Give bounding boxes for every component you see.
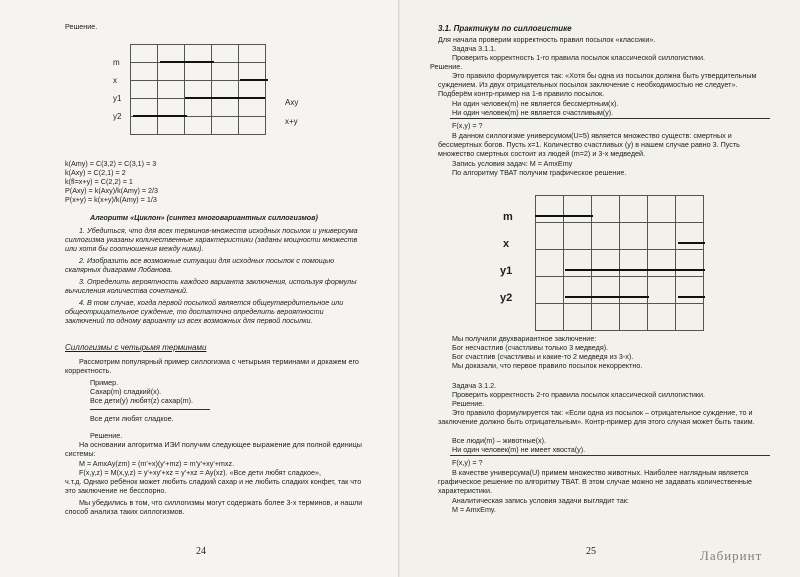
solution-label: Решение. (430, 62, 463, 71)
grid-row-label: y1 (500, 265, 513, 277)
watermark: Лабиринт (700, 548, 763, 563)
premise-divider (450, 118, 770, 119)
premise: Ни один человек(m) не имеет хвоста(y). (452, 445, 586, 454)
task-label: Задача 3.1.1. (452, 44, 497, 53)
result-line: Бог несчастлив (счастливы только 3 медведя). (452, 343, 609, 352)
record-text: Запись условия задач: M = AmxEmy (452, 159, 573, 168)
fxyz-line: F(x,y,z) = M(x,y,z) = y'+xy'+xz = y'+xz = Ay(xz). «Все дети любят сладкое», (79, 468, 322, 477)
premise: Все люди(m) – животные(x). (452, 436, 546, 445)
universe-text: В данном силлогизме универсумом(U=5) является множество существ: смертных и бессмертных богов. Пусть x=1. Количество счастливых (y) в нашем случае равно 3. Пусть множество смертных состоит из людей (m=2) и 3-х медведей. (438, 131, 740, 158)
section-intro: Рассмотрим популярный пример силлогизма с четырьмя терминами и докажем его корректность. (65, 357, 359, 375)
rule2-text: Это правило формулируется так: «Если одна из посылок – отрицательное суждение, то и заключение должно быть отрицательным». Контр-пример для этого случая может быть таким. (438, 408, 755, 426)
grid-row-label: m (503, 211, 513, 223)
grid-row-label: y2 (113, 112, 122, 121)
grid-row-label: m (113, 58, 120, 67)
example-line: Сахар(m) сладкий(x). (90, 387, 162, 396)
conclusion-line: Все дети любят сладкое. (90, 414, 174, 423)
premise: Ни один человек(m) не является счастливым(y). (452, 108, 614, 117)
analytic-text: Аналитическая запись условия задачи выглядит так: (452, 496, 629, 505)
result-line: Мы доказали, что первое правило посылок некорректно. (452, 361, 643, 370)
conclusion-divider (90, 409, 210, 410)
m-expression: M = AmxAy(zm) = (m'+x)(y'+mz) = m'y'+xy'+mxz. (79, 459, 235, 468)
grid-right-label: Axy (285, 98, 299, 107)
right-page (400, 0, 800, 577)
example-label: Пример. (90, 378, 119, 387)
solution2-text: На основании алгоритма ИЭИ получим следующее выражение для полной единицы системы: (65, 440, 362, 458)
universe2-text: В качестве универсума(U) примем множество животных. Наиболее наглядным является графическое решение по алгоритму ТВАТ. В этом случае можно не задавать количественные характеристики. (438, 468, 753, 495)
formula: P(x+y) = k(x+y)/k(Amy) = 1/3 (65, 195, 157, 204)
set-bar-y2 (133, 115, 187, 117)
algo-title: Алгоритм «Циклон» (синтез многовариантных силлогизмов) (90, 213, 318, 222)
grid-row-label: y2 (500, 292, 513, 304)
result-intro: Мы получили двухвариантное заключение: (452, 334, 597, 343)
grid-right-label: x+y (285, 117, 298, 126)
set-bar-y2b (678, 296, 705, 298)
set-bar-x (240, 79, 268, 81)
solution-label: Решение. (452, 399, 485, 408)
rule-text: Это правило формулируется так: «Хотя бы одна из посылок должна быть утвердительным суждением. Из двух отрицательных посылок заключение с необходимостью не следует». Подберём контр-пример на 1-в правило посылок. (438, 71, 757, 98)
set-bar-y1 (185, 97, 265, 99)
formula: k(Axy) = C(2,1) = 2 (65, 168, 126, 177)
premise-divider (450, 455, 770, 456)
diagram-grid-left (130, 44, 266, 135)
algo-step: 1. Убедиться, что для всех терминов-множеств исходных посылок и универсума силлогизма указаны количественные характеристики (заданы мощности множеств или хотя бы соотношения между ними). (65, 226, 358, 253)
page-number: 24 (196, 546, 206, 557)
algo-step: 4. В том случае, когда первой посылкой является общеутвердительное или общеотрицательное суждение, то достаточно определить вероятности заключений по одному варианту из всех возможных для первой посылки. (65, 298, 344, 325)
set-bar-y1 (565, 269, 705, 271)
f-query: F(x,y) = ? (452, 458, 483, 467)
algo-step: 3. Определить вероятность каждого варианта заключения, используя формулы вычисления количества сочетаний. (65, 277, 357, 295)
set-bar-m (535, 215, 593, 217)
page-number: 25 (586, 546, 596, 557)
grid-row-label: x (113, 76, 117, 85)
section-title: Силлогизмы с четырьмя терминами (65, 343, 207, 352)
algo-text: По алгоритму ТВАТ получим графическое решение. (452, 168, 627, 177)
section-heading: 3.1. Практикум по силлогистике (438, 24, 572, 33)
formula: k(fl=x+y) = C(2,2) = 1 (65, 177, 133, 186)
task-text: Проверить корректность 1-го правила посылок классической силлогистики. (452, 53, 706, 62)
solution2-label: Решение. (90, 431, 123, 440)
set-bar-m (160, 61, 214, 63)
formula: P(Axy) = k(Axy)/k(Amy) = 2/3 (65, 186, 159, 195)
solution-label: Решение. (65, 22, 98, 31)
intro-text: Для начала проверим корректность правил посылок «классики». (438, 35, 656, 44)
closing-text: Мы убедились в том, что силлогизмы могут содержать более 3-х терминов, и нашли способ анализа таких силлогизмов. (65, 498, 363, 516)
example-line: Все дети(y) любят(z) сахар(m). (90, 396, 193, 405)
task-text: Проверить корректность 2-го правила посылок классической силлогистики. (452, 390, 706, 399)
formula: k(Amy) = C(3,2) = C(3,1) = 3 (65, 159, 157, 168)
algo-step: 2. Изобразить все возможные ситуации для исходных посылок с помощью скалярных диаграмм Лобанова. (65, 256, 335, 274)
f-query: F(x,y) = ? (452, 121, 483, 130)
m-expression: M = AmxEmy. (452, 505, 496, 514)
grid-row-label: x (503, 238, 510, 250)
set-bar-y2 (565, 296, 649, 298)
grid-row-label: y1 (113, 94, 122, 103)
premise: Ни один человек(m) не является бессмертным(x). (452, 99, 619, 108)
set-bar-x (678, 242, 705, 244)
task-label: Задача 3.1.2. (452, 381, 497, 390)
fxyz-continuation: ч.т.д. Однако ребёнок может любить сладкий сахар и не любить сладких конфет, так что это заключение не бесспорно. (65, 477, 362, 495)
result-line: Бог счастлив (счастливы и какие-то 2 медведя из 3-х). (452, 352, 634, 361)
